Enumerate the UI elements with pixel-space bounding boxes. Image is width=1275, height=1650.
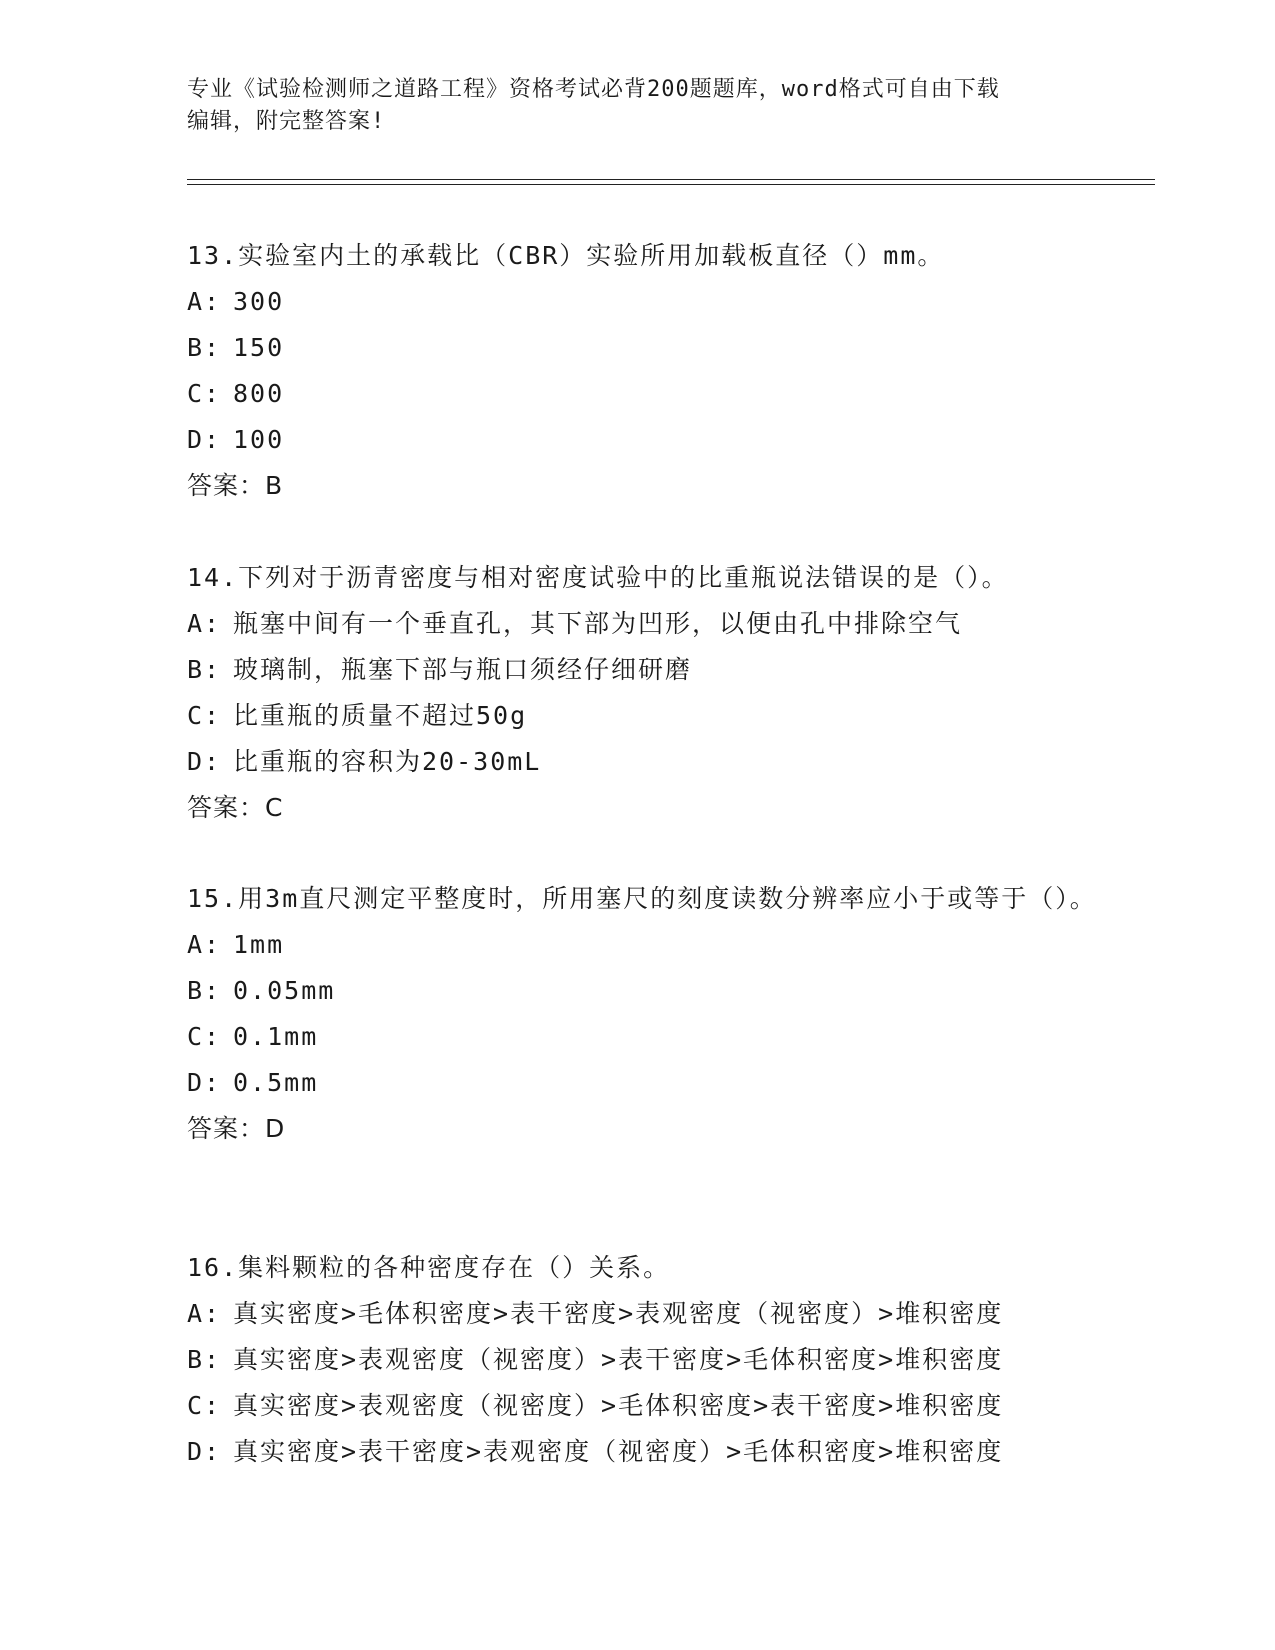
option-label: B: [187,333,222,362]
option-text: 真实密度>表观密度（视密度）>表干密度>毛体积密度>堆积密度 [233,1345,1004,1374]
option-a [187,279,1107,325]
option-text: 0.1mm [233,1022,319,1051]
option-d [187,417,1107,463]
option-text: 800 [233,379,285,408]
option-d [187,739,1107,785]
option-c [187,371,1107,417]
option-label: A: [187,930,222,959]
option-label: C: [187,701,222,730]
option-label: B: [187,1345,222,1374]
header-divider-top [187,179,1155,180]
header-divider-bottom [187,184,1155,185]
option-d [187,1429,1107,1475]
option-text: 0.05mm [233,976,336,1005]
question-text: 13.实验室内土的承载比（CBR）实验所用加载板直径（）mm。 [187,241,945,270]
option-text: 真实密度>表干密度>表观密度（视密度）>毛体积密度>堆积密度 [233,1437,1004,1466]
option-text: 300 [233,287,285,316]
answer: 答案：B [187,471,284,500]
option-text: 瓶塞中间有一个垂直孔，其下部为凹形，以便由孔中排除空气 [233,609,963,638]
option-c [187,693,1107,739]
question-13 [187,233,1107,509]
option-text: 玻璃制，瓶塞下部与瓶口须经仔细研磨 [233,655,693,684]
option-text: 真实密度>表观密度（视密度）>毛体积密度>表干密度>堆积密度 [233,1391,1004,1420]
option-a [187,601,1107,647]
option-text: 150 [233,333,285,362]
option-label: D: [187,425,222,454]
option-label: D: [187,1437,222,1466]
option-label: D: [187,747,222,776]
header-line-1: 专业《试验检测师之道路工程》资格考试必背200题题库，word格式可自由下载 [187,77,1000,102]
question-16 [187,1245,1107,1475]
option-label: C: [187,1391,222,1420]
answer: 答案：C [187,793,284,822]
option-label: C: [187,1022,222,1051]
question-15 [187,876,1107,1152]
option-text: 0.5mm [233,1068,319,1097]
option-label: B: [187,976,222,1005]
option-c [187,1383,1107,1429]
option-b [187,647,1107,693]
option-text: 100 [233,425,285,454]
option-c [187,1014,1107,1060]
option-label: A: [187,609,222,638]
option-b [187,968,1107,1014]
option-b [187,325,1107,371]
option-text: 1mm [233,930,285,959]
option-text: 比重瓶的质量不超过50g [233,701,528,730]
option-a [187,922,1107,968]
question-text: 14.下列对于沥青密度与相对密度试验中的比重瓶说法错误的是（）。 [187,563,1009,592]
option-label: A: [187,1299,222,1328]
question-text: 16.集料颗粒的各种密度存在（）关系。 [187,1253,671,1282]
answer: 答案：D [187,1114,286,1143]
option-text: 比重瓶的容积为20-30mL [233,747,542,776]
option-label: D: [187,1068,222,1097]
option-label: C: [187,379,222,408]
option-text: 真实密度>毛体积密度>表干密度>表观密度（视密度）>堆积密度 [233,1299,1004,1328]
option-b [187,1337,1107,1383]
question-14 [187,555,1107,831]
question-text: 15.用3m直尺测定平整度时，所用塞尺的刻度读数分辨率应小于或等于（）。 [187,884,1097,913]
document-header [187,74,1087,138]
option-d [187,1060,1107,1106]
header-line-2: 编辑，附完整答案! [187,109,386,134]
option-a [187,1291,1107,1337]
option-label: A: [187,287,222,316]
option-label: B: [187,655,222,684]
